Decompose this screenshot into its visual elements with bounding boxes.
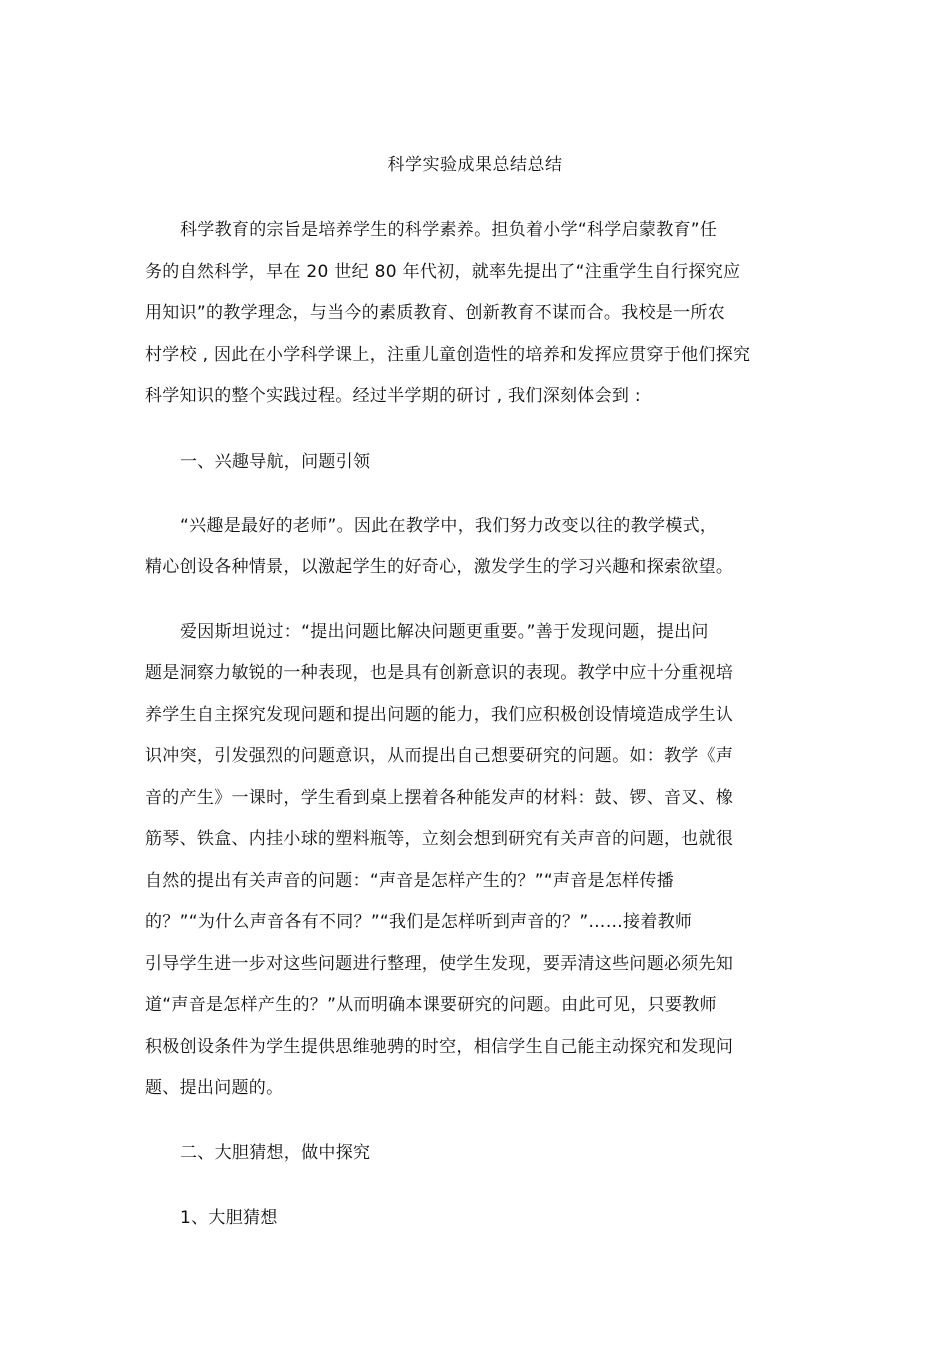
paragraph-line: 的？”“为什么声音各有不同？”“我们是怎样听到声音的？”……接着教师 [145, 912, 693, 932]
subsection-heading: 1、大胆猜想 [180, 1208, 278, 1228]
paragraph-line: 自然的提出有关声音的问题：“声音是怎样产生的？”“声音是怎样传播 [145, 871, 675, 891]
paragraph-line: 养学生自主探究发现问题和提出问题的能力，我们应积极创设情境造成学生认 [145, 705, 734, 725]
paragraph-line: 积极创设条件为学生提供思维驰骋的时空，相信学生自己能主动探究和发现问 [145, 1037, 734, 1057]
section-heading: 二、大胆猜想，做中探究 [180, 1143, 371, 1163]
paragraph-line: 务的自然科学，早在 20 世纪 80 年代初，就率先提出了“注重学生自行探究应 [145, 262, 741, 282]
paragraph-line: 爱因斯坦说过：“提出问题比解决问题更重要。”善于发现问题，提出问 [180, 622, 709, 642]
paragraph-line: 引导学生进一步对这些问题进行整理，使学生发现，要弄清这些问题必须先知 [145, 954, 734, 974]
paragraph-line: “兴趣是最好的老师”。因此在教学中，我们努力改变以往的教学模式， [180, 516, 718, 536]
paragraph-line: 题、提出问题的。 [145, 1078, 284, 1098]
section-heading: 一、兴趣导航，问题引领 [180, 452, 371, 472]
paragraph-line: 音的产生》一课时，学生看到桌上摆着各种能发声的材料：鼓、锣、音叉、橡 [145, 788, 734, 808]
paragraph-line: 识冲突，引发强烈的问题意识，从而提出自己想要研究的问题。如：教学《声 [145, 746, 734, 766]
paragraph-line: 道“声音是怎样产生的？”从而明确本课要研究的问题。由此可见，只要教师 [145, 995, 717, 1015]
paragraph-line: 题是洞察力敏锐的一种表现，也是具有创新意识的表现。教学中应十分重视培 [145, 663, 734, 683]
document-title: 科学实验成果总结总结 [387, 155, 563, 175]
paragraph-line: 科学知识的整个实践过程。经过半学期的研讨 , 我们深刻体会到 : [145, 386, 641, 406]
paragraph-line: 筋琴、铁盒、内挂小球的塑料瓶等，立刻会想到研究有关声音的问题，也就很 [145, 829, 734, 849]
paragraph-line: 科学教育的宗旨是培养学生的科学素养。担负着小学“科学启蒙教育”任 [180, 220, 718, 240]
paragraph-line: 精心创设各种情景，以激起学生的好奇心，激发学生的学习兴趣和探索欲望。 [145, 557, 734, 577]
paragraph-line: 用知识”的教学理念，与当今的素质教育、创新教育不谋而合。我校是一所农 [145, 303, 726, 323]
paragraph-line: 村学校 , 因此在小学科学课上，注重儿童创造性的培养和发挥应贯穿于他们探究 [145, 345, 751, 365]
